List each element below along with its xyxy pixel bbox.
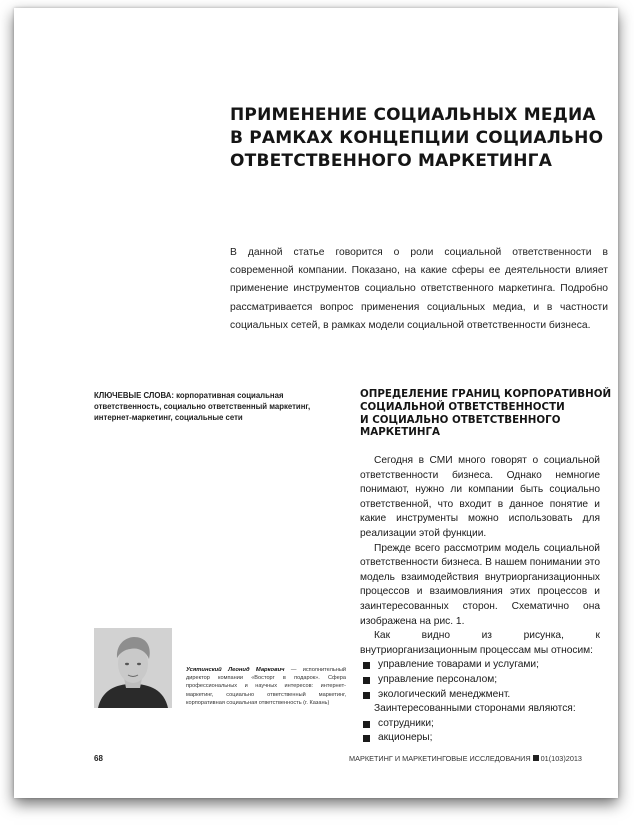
body-paragraph: Как видно из рисунка, к внутриорганизационным процессам мы относим: [360,630,600,656]
square-bullet-icon [363,692,370,699]
title-line: ОТВЕТСТВЕННОГО МАРКЕТИНГА [230,151,553,171]
author-bio: — исполнительный директор компании «Восторг в подарок». Сфера профессиональных и научных интересов: интернет-маркетинг, социально ответственный маркетинг, корпоративная социальная ответственность (г. Казань) [186,667,346,706]
square-bullet-icon [363,721,370,728]
square-bullet-icon [363,677,370,684]
article-body [360,454,600,746]
author-portrait-icon [94,628,172,708]
section-heading-line: И СОЦИАЛЬНО ОТВЕТСТВЕННОГО [360,413,561,426]
author-name: Усятинский Леонид Маркович [186,667,285,673]
square-separator-icon [533,755,539,761]
title-line: ПРИМЕНЕНИЕ СОЦИАЛЬНЫХ МЕДИА [230,105,596,125]
section-heading [360,388,610,439]
journal-name: МАРКЕТИНГ И МАРКЕТИНГОВЫЕ ИССЛЕДОВАНИЯ [349,754,531,763]
section-heading-line: ОПРЕДЕЛЕНИЕ ГРАНИЦ КОРПОРАТИВНОЙ [360,388,612,400]
author-photo [94,628,172,708]
title-line: В РАМКАХ КОНЦЕПЦИИ СОЦИАЛЬНО [230,128,604,148]
body-paragraph: Сегодня в СМИ много говорят о социальной ответственности бизнеса. Однако немногие понимают, нужно ли компании быть социально ответственной, что входит в данное понятие и какие инструменты можно использовать для реализации этой функции. [360,455,600,539]
list-item: экологический менеджмент. [360,688,600,703]
processes-list [360,658,600,702]
body-paragraph: Прежде всего рассмотрим модель социальной ответственности бизнеса. В нашем понимании это модель взаимодействия внутриорганизационных процессов и взаимовлияния этих процессов и заинтересованных сторон. Схематично она изображена на рис. 1. [360,542,600,627]
list-item: акционеры; [360,731,600,746]
stakeholders-list [360,717,600,746]
keywords-text: корпоративная социальная ответственность, социально ответственный маркетинг, интернет-маркетинг, социальные сети [94,391,311,422]
article-abstract: В данной статье говорится о роли социальной ответственности в современной компании. Показано, на какие сферы ее деятельности влияет применение инструментов социально ответственного маркетинга. Подробно рассматривается вопрос применения социальных медиа, и в частности социальных сетей, в рамках модели социальной ответственности бизнеса. [230,247,608,331]
section-heading-line: МАРКЕТИНГА [360,426,441,439]
square-bullet-icon [363,662,370,669]
page-number: 68 [94,754,103,763]
journal-page [14,8,618,798]
list-item: сотрудники; [360,717,600,732]
keywords-block [94,390,340,423]
section-heading-line: СОЦИАЛЬНОЙ ОТВЕТСТВЕННОСТИ [360,400,565,413]
list-item: управление товарами и услугами; [360,658,600,673]
list-item: управление персоналом; [360,673,600,688]
square-bullet-icon [363,735,370,742]
body-paragraph: Заинтересованными сторонами являются: [374,703,576,715]
keywords-label: КЛЮЧЕВЫЕ СЛОВА: [94,391,174,400]
journal-footer [349,754,582,763]
author-info [186,666,346,707]
article-title [230,104,610,173]
journal-issue: 01(103)2013 [540,754,582,763]
